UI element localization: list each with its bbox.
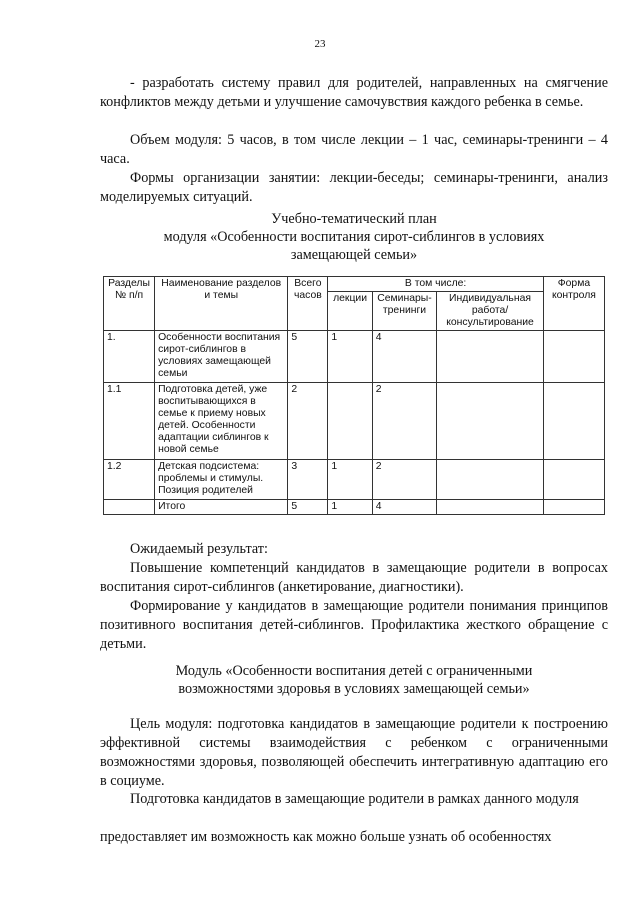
result-title: Ожидаемый результат: <box>130 541 268 557</box>
page-number: 23 <box>314 38 326 50</box>
module2-heading-line-1: Модуль «Особенности воспитания детей с ограниченными <box>175 663 533 679</box>
cell-seminars: 4 <box>372 500 436 515</box>
intro-paragraph-3: Формы организации занятии: лекции-беседы; семинары-тренинги, анализ моделируемых ситуаций. <box>100 170 608 205</box>
module2-heading-line-2: возможностями здоровья в условиях замещающей семьи» <box>178 681 530 697</box>
table-row <box>104 383 605 460</box>
cell-form <box>543 383 604 460</box>
cell-seminars: 2 <box>372 383 436 460</box>
cell-num <box>104 500 155 515</box>
cell-individual <box>437 460 544 500</box>
cell-form <box>543 500 604 515</box>
cell-name: Детская подсистема: проблемы и стимулы. Позиция родителей <box>155 460 288 500</box>
cell-total: 3 <box>288 460 328 500</box>
curriculum-table <box>103 276 605 515</box>
result-paragraph-1: Повышение компетенций кандидатов в замещающие родители в вопросах воспитания сирот-сиблингов (анкетирование, диагностики). <box>100 560 608 595</box>
header-form: Форма контроля <box>543 277 604 331</box>
header-num: Разделы № п/п <box>104 277 155 331</box>
table-row <box>104 331 605 383</box>
plan-heading <box>100 210 608 264</box>
module2-paragraph-3: предоставляет им возможность как можно больше узнать об особенностях <box>100 829 552 845</box>
cell-num: 1. <box>104 331 155 383</box>
header-seminars: Семинары-тренинги <box>372 292 436 331</box>
header-total: Всего часов <box>288 277 328 331</box>
cell-form <box>543 460 604 500</box>
cell-name: Особенности воспитания сирот-сиблингов в условиях замещающей семьи <box>155 331 288 383</box>
cell-name: Подготовка детей, уже воспитывающихся в семье к приему новых детей. Особенности адаптации сиблингов к новой семье <box>155 383 288 460</box>
cell-lectures: 1 <box>328 500 372 515</box>
intro-paragraph-1: - разработать систему правил для родителей, направленных на смягчение конфликтов между детьми и улучшение самочувствия каждого ребенка в семье. <box>100 75 608 110</box>
cell-num: 1.1 <box>104 383 155 460</box>
header-name: Наименование разделов и темы <box>155 277 288 331</box>
cell-seminars: 4 <box>372 331 436 383</box>
plan-heading-line-2: модуля «Особенности воспитания сирот-сиблингов в условиях <box>163 229 545 245</box>
intro-paragraph-2: Объем модуля: 5 часов, в том числе лекции – 1 час, семинары-тренинги – 4 часа. <box>100 132 608 167</box>
plan-heading-line-3: замещающей семьи» <box>290 247 418 263</box>
cell-individual <box>437 500 544 515</box>
plan-heading-line-1: Учебно-тематический план <box>271 211 437 227</box>
result-paragraph-2: Формирование у кандидатов в замещающие родители понимания принципов позитивного воспитания детей-сиблингов. Профилактика жесткого обращение с детьми. <box>100 598 608 652</box>
cell-seminars: 2 <box>372 460 436 500</box>
header-including: В том числе: <box>328 277 544 292</box>
module2-paragraph-2: Подготовка кандидатов в замещающие родители в рамках данного модуля <box>130 791 579 807</box>
table-total-row <box>104 500 605 515</box>
cell-individual <box>437 331 544 383</box>
cell-individual <box>437 383 544 460</box>
module2-heading <box>100 662 608 698</box>
cell-lectures <box>328 383 372 460</box>
table-row <box>104 460 605 500</box>
cell-total: 2 <box>288 383 328 460</box>
module2-goal: Цель модуля: подготовка кандидатов в замещающие родители к построению эффективной системы взаимодействия с ребенком с ограниченными возможностями здоровья, позволяющей обеспечить интегративную адаптацию его в социуме. <box>100 716 608 789</box>
cell-total: 5 <box>288 500 328 515</box>
cell-num: 1.2 <box>104 460 155 500</box>
table-header-row <box>104 277 605 292</box>
cell-form <box>543 331 604 383</box>
header-individual: Индивидуальная работа/ консультирование <box>437 292 544 331</box>
cell-total: 5 <box>288 331 328 383</box>
cell-lectures: 1 <box>328 331 372 383</box>
cell-lectures: 1 <box>328 460 372 500</box>
header-lectures: лекции <box>328 292 372 331</box>
cell-name: Итого <box>155 500 288 515</box>
